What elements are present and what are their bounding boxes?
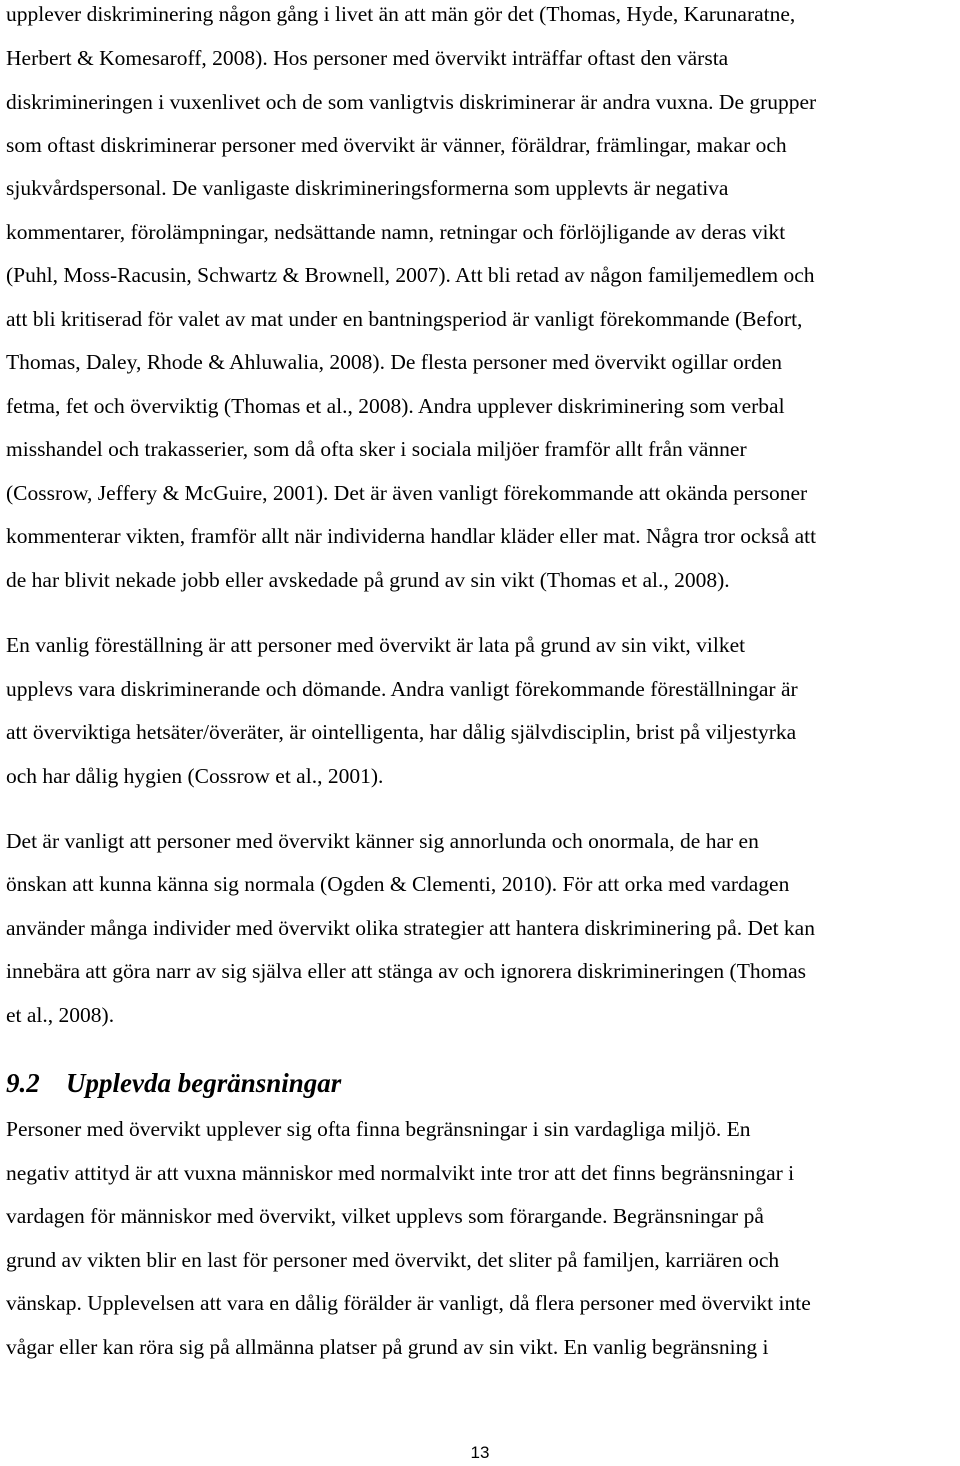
text-line: och har dålig hygien (Cossrow et al., 2001). bbox=[6, 764, 384, 788]
section-heading bbox=[6, 1067, 341, 1099]
text-line: kommenterar vikten, framför allt när individerna handlar kläder eller mat. Några tror också att bbox=[6, 524, 817, 548]
text-line: de har blivit nekade jobb eller avskedade på grund av sin vikt (Thomas et al., 2008). bbox=[6, 568, 730, 592]
text-line: vänskap. Upplevelsen att vara en dålig förälder är vanligt, då flera personer med övervikt inte bbox=[6, 1291, 811, 1315]
text-line: använder många individer med övervikt olika strategier att hantera diskriminering på. Det kan bbox=[6, 916, 815, 940]
text-line: vågar eller kan röra sig på allmänna platser på grund av sin vikt. En vanlig begränsning i bbox=[6, 1335, 769, 1359]
section-number: 9.2 bbox=[6, 1068, 40, 1098]
text-line: grund av vikten blir en last för personer med övervikt, det sliter på familjen, karriären och bbox=[6, 1248, 780, 1272]
text-line: Herbert & Komesaroff, 2008). Hos personer med övervikt inträffar oftast den värsta bbox=[6, 46, 729, 70]
text-line: sjukvårdspersonal. De vanligaste diskrimineringsformerna som upplevts är negativa bbox=[6, 176, 729, 200]
text-line: upplevs vara diskriminerande och dömande. Andra vanligt förekommande föreställningar är bbox=[6, 677, 798, 701]
text-line: et al., 2008). bbox=[6, 1003, 115, 1027]
text-line: innebära att göra narr av sig själva eller att stänga av och ignorera diskrimineringen (Thomas bbox=[6, 959, 806, 983]
page-number: 13 bbox=[470, 1443, 490, 1462]
text-line: vardagen för människor med övervikt, vilket upplevs som förargande. Begränsningar på bbox=[6, 1204, 764, 1228]
text-line: upplever diskriminering någon gång i livet än att män gör det (Thomas, Hyde, Karunaratne, bbox=[6, 2, 796, 26]
text-line: att bli kritiserad för valet av mat under en bantningsperiod är vanligt förekommande (Befort, bbox=[6, 307, 803, 331]
text-line: misshandel och trakasserier, som då ofta sker i sociala miljöer framför allt från vänner bbox=[6, 437, 747, 461]
text-line: kommentarer, förolämpningar, nedsättande namn, retningar och förlöjligande av deras vikt bbox=[6, 220, 786, 244]
text-line: (Cossrow, Jeffery & McGuire, 2001). Det är även vanligt förekommande att okända personer bbox=[6, 481, 808, 505]
text-line: önskan att kunna känna sig normala (Ogden & Clementi, 2010). För att orka med vardagen bbox=[6, 872, 790, 896]
text-line: som oftast diskriminerar personer med övervikt är vänner, föräldrar, främlingar, makar och bbox=[6, 133, 787, 157]
text-line: Personer med övervikt upplever sig ofta finna begränsningar i sin vardagliga miljö. En bbox=[6, 1117, 751, 1141]
text-line: fetma, fet och överviktig (Thomas et al., 2008). Andra upplever diskriminering som verbal bbox=[6, 394, 785, 418]
text-line: att överviktiga hetsäter/överäter, är ointelligenta, har dålig självdisciplin, brist på viljestyrka bbox=[6, 720, 797, 744]
text-line: En vanlig föreställning är att personer med övervikt är lata på grund av sin vikt, vilket bbox=[6, 633, 746, 657]
text-line: Thomas, Daley, Rhode & Ahluwalia, 2008). De flesta personer med övervikt ogillar orden bbox=[6, 350, 782, 374]
text-line: (Puhl, Moss-Racusin, Schwartz & Brownell, 2007). Att bli retad av någon familjemedlem och bbox=[6, 263, 815, 287]
section-title: Upplevda begränsningar bbox=[66, 1068, 342, 1098]
text-line: diskrimineringen i vuxenlivet och de som vanligtvis diskriminerar är andra vuxna. De grupper bbox=[6, 90, 817, 114]
text-line: negativ attityd är att vuxna människor med normalvikt inte tror att det finns begränsningar i bbox=[6, 1161, 795, 1185]
text-line: Det är vanligt att personer med övervikt känner sig annorlunda och onormala, de har en bbox=[6, 829, 759, 853]
